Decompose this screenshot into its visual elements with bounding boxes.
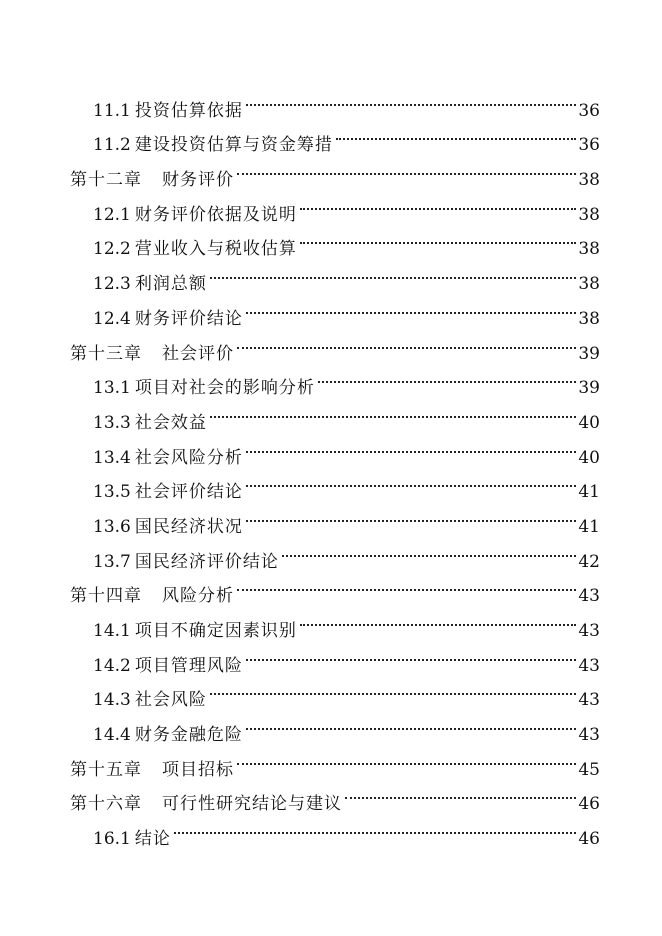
toc-entry-number: 11.2 (93, 135, 131, 156)
dot-leader (318, 359, 577, 394)
toc-entry-page: 38 (578, 239, 600, 260)
toc-entry-page: 36 (578, 100, 600, 121)
dot-leader (345, 775, 576, 810)
toc-entry-number: 14.4 (93, 725, 131, 746)
toc-entry-page: 38 (578, 170, 600, 191)
dot-leader (246, 428, 577, 463)
toc-entry-number: 13.7 (93, 551, 131, 572)
dot-leader (210, 393, 577, 428)
toc-entry-page: 43 (578, 586, 600, 607)
dot-leader (174, 809, 577, 844)
toc-entry-page: 41 (578, 482, 600, 503)
toc-chapter-number: 第十二章 (70, 170, 142, 191)
toc-entry-title: 财务金融危险 (134, 725, 243, 746)
toc-entry-number: 13.1 (93, 378, 131, 399)
toc-entry-number: 12.1 (93, 204, 131, 225)
dot-leader (237, 324, 576, 359)
toc-entry-number: 16.1 (93, 829, 131, 850)
dot-leader (246, 81, 577, 116)
toc-entry-page: 39 (578, 378, 600, 399)
toc-entry-title: 社会评价结论 (134, 482, 243, 503)
toc-chapter-title: 项目招标 (162, 759, 234, 780)
toc-entry-page: 45 (578, 759, 600, 780)
toc-entry-title: 国民经济评价结论 (134, 551, 279, 572)
toc-entry-number: 12.2 (93, 239, 131, 260)
toc-entry-title: 营业收入与税收估算 (134, 239, 297, 260)
toc-entry-page: 38 (578, 274, 600, 295)
toc-chapter-number: 第十六章 (70, 794, 142, 815)
dot-leader (237, 740, 576, 775)
table-of-contents (0, 81, 662, 850)
toc-entry-page: 40 (578, 412, 600, 433)
toc-entry-page: 43 (578, 690, 600, 711)
toc-chapter-number: 第十五章 (70, 759, 142, 780)
toc-entry-page: 43 (578, 725, 600, 746)
dot-leader (246, 289, 577, 324)
toc-entry-title: 投资估算依据 (134, 100, 243, 121)
toc-entry-title: 利润总额 (134, 274, 207, 295)
toc-entry-title: 财务评价依据及说明 (134, 204, 297, 225)
toc-entry-number: 13.6 (93, 516, 131, 537)
toc-entry-title: 项目对社会的影响分析 (134, 378, 315, 399)
toc-chapter-title: 可行性研究结论与建议 (162, 794, 342, 815)
toc-entry-title: 项目不确定因素识别 (134, 621, 297, 641)
toc-entry-page: 43 (578, 621, 600, 641)
toc-entry-number: 12.4 (93, 308, 131, 329)
toc-entry-title: 社会效益 (134, 412, 207, 433)
toc-entry-page: 40 (578, 447, 600, 468)
dot-leader (210, 671, 577, 706)
toc-entry-page: 38 (578, 308, 600, 329)
toc-entry-page: 41 (578, 516, 600, 537)
toc-entry-number: 14.3 (93, 690, 131, 711)
dot-leader (237, 567, 576, 602)
toc-entry-title: 财务评价结论 (134, 308, 243, 329)
toc-entry-page: 46 (578, 794, 600, 815)
toc-entry-number: 13.3 (93, 412, 131, 433)
dot-leader (237, 150, 576, 185)
toc-entry-page: 46 (578, 829, 600, 850)
dot-leader (246, 463, 577, 498)
toc-entry-page: 39 (578, 343, 600, 364)
toc-entry-title: 社会风险 (134, 690, 207, 711)
toc-entry-page: 43 (578, 655, 600, 676)
dot-leader (300, 601, 577, 636)
toc-entry-page: 36 (578, 135, 600, 156)
dot-leader (246, 705, 577, 740)
toc-chapter-number: 第十三章 (70, 343, 142, 364)
toc-chapter-title: 风险分析 (162, 586, 234, 607)
toc-entry-title: 结论 (134, 829, 171, 850)
toc-entry-page: 38 (578, 204, 600, 225)
toc-entry-page: 42 (578, 551, 600, 572)
dot-leader (246, 497, 577, 532)
toc-chapter-title: 财务评价 (162, 170, 234, 191)
toc-entry-number: 13.4 (93, 447, 131, 468)
toc-entry-title: 社会风险分析 (134, 447, 243, 468)
dot-leader (210, 254, 577, 289)
toc-entry-number: 11.1 (93, 100, 131, 121)
dot-leader (300, 185, 577, 220)
dot-leader (300, 220, 577, 255)
toc-entry-title: 国民经济状况 (134, 516, 243, 537)
dot-leader (246, 636, 577, 671)
toc-entry-title: 项目管理风险 (134, 655, 243, 676)
toc-entry-title: 建设投资估算与资金筹措 (134, 135, 333, 156)
dot-leader (336, 116, 577, 151)
toc-entry-number: 14.1 (93, 621, 131, 641)
toc-chapter-number: 第十四章 (70, 586, 142, 607)
toc-entry[interactable] (0, 81, 662, 121)
toc-chapter-title: 社会评价 (162, 343, 234, 364)
toc-entry-number: 12.3 (93, 274, 131, 295)
toc-entry-number: 13.5 (93, 482, 131, 503)
dot-leader (282, 532, 577, 567)
toc-entry-number: 14.2 (93, 655, 131, 676)
